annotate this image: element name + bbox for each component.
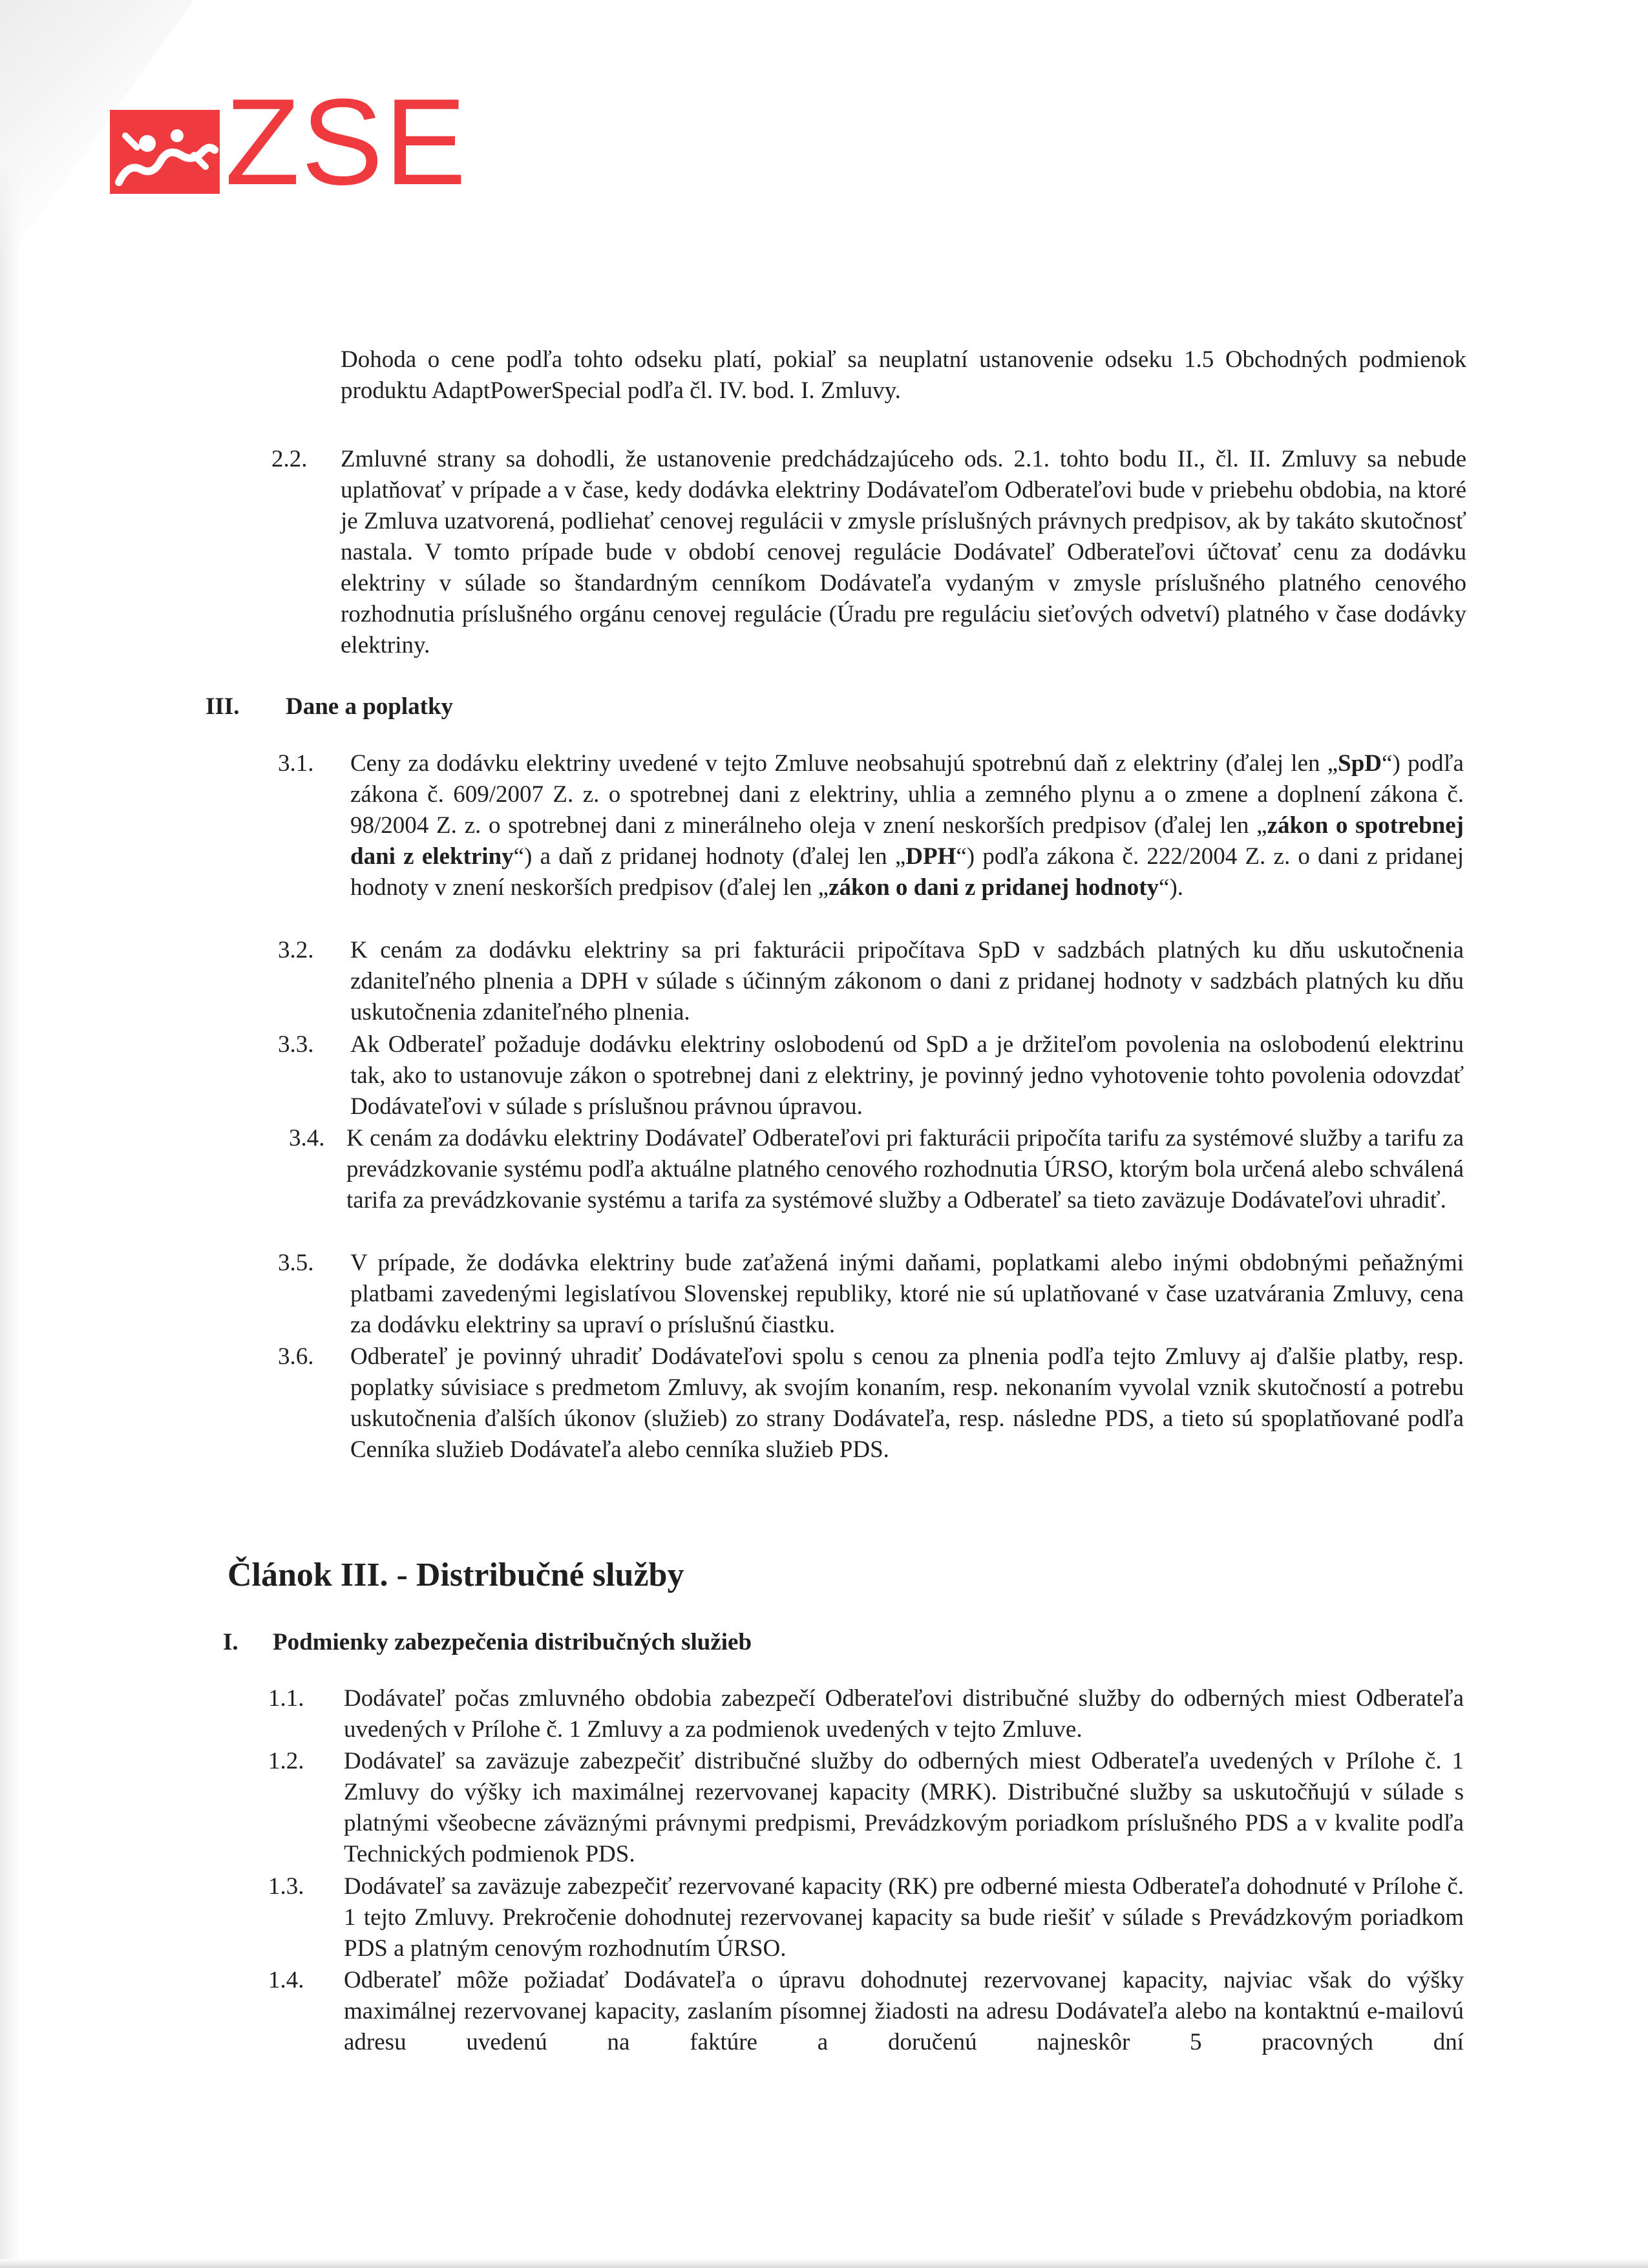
clause-number-1-1: 1.1.: [268, 1685, 304, 1712]
article-title: Článok III. - Distribučné služby: [227, 1557, 684, 1593]
logo-text: ZSE: [225, 74, 468, 211]
clause-1-4-text: Odberateľ môže požiadať Dodávateľa o úpravu dohodnutej rezervovanej kapacity, najviac však do výšky maximálnej rezervovanej kapacity, zaslaním písomnej žiadosti na adresu Dodávateľa alebo na kontaktnú e-mailovú adresu uvedenú na faktúre a doručenú najneskôr 5 pracovných dní: [344, 1967, 1464, 2055]
clause-1-1-text: Dodávateľ počas zmluvného obdobia zabezpečí Odberateľovi distribučné služby do odberných miest Odberateľa uvedených v Prílohe č. 1 Zmluvy a za podmienok uvedených v tejto Zmluve.: [344, 1685, 1464, 1743]
clause-number-1-2: 1.2.: [268, 1748, 304, 1774]
clause-3-5-text: V prípade, že dodávka elektriny bude zaťažená inými daňami, poplatkami alebo inými obdobnými peňažnými platbami zavedenými legislatívou Slovenskej republiky, ktoré nie sú uplatňované v čase uzatvárania Zmluvy, cena za dodávku elektriny sa upraví o príslušnú čiastku.: [350, 1250, 1464, 1338]
clause-number-3-3: 3.3.: [278, 1031, 314, 1058]
clause-number-3-5: 3.5.: [278, 1250, 314, 1276]
clause-number-3-1: 3.1.: [278, 750, 314, 777]
clause-3-6-text: Odberateľ je povinný uhradiť Dodávateľovi spolu s cenou za plnenia podľa tejto Zmluvy aj ďalšie platby, resp. poplatky súvisiace s predmetom Zmluvy, ak svojím konaním, resp. nekonaním vyvolal vznik skutočností a potrebu uskutočnenia ďalších úkonov (služieb) zo strany Dodávateľa, resp. následne PDS, a tieto sú spoplatňované podľa Cenníka služieb Dodávateľa alebo cenníka služieb PDS.: [350, 1343, 1464, 1463]
section-iii-title: Dane a poplatky: [286, 693, 454, 720]
section-iii-number: III.: [206, 693, 240, 720]
clause-3-2-text: K cenám za dodávku elektriny sa pri fakturácii pripočítava SpD v sadzbách platných ku dňu uskutočnenia zdaniteľného plnenia a DPH v súlade s účinným zákonom o dani z pridanej hodnoty v sadzbách platných ku dňu uskutočnenia zdaniteľného plnenia.: [350, 937, 1464, 1025]
clause-3-1-text: Ceny za dodávku elektriny uvedené v tejto Zmluve neobsahujú spotrebnú daň z elektriny (ďalej len „SpD“) podľa zákona č. 609/2007 Z. z. o spotrebnej dani z elektriny, uhlia a zemného plynu a o zmene a doplnení zákona č. 98/2004 Z. z. o spotrebnej dani z minerálneho oleja v znení neskorších predpisov (ďalej len „zákon o spotrebnej dani z elektriny“) a daň z pridanej hodnoty (ďalej len „DPH“) podľa zákona č. 222/2004 Z. z. o dani z pridanej hodnoty v znení neskorších predpisov (ďalej len „zákon o dani z pridanej hodnoty“).: [350, 750, 1464, 901]
clause-number-1-3: 1.3.: [268, 1873, 304, 1900]
clause-3-3-text: Ak Odberateľ požaduje dodávku elektriny oslobodenú od SpD a je držiteľom povolenia na oslobodenú elektrinu tak, ako to ustanovuje zákon o spotrebnej dani z elektriny, je povinný jedno vyhotovenie tohto povolenia odovzdať Dodávateľovi v súlade s príslušnou právnou úpravou.: [350, 1031, 1464, 1120]
clause-3-4-text: K cenám za dodávku elektriny Dodávateľ Odberateľovi pri fakturácii pripočíta tarifu za systémové služby a tarifu za prevádzkovanie systému podľa aktuálne platného cenového rozhodnutia ÚRSO, ktorým bola určená alebo schválená tarifa za prevádzkovanie systému a tarifa za systémové služby a Odberateľ sa tieto zaväzuje Dodávateľovi uhradiť.: [346, 1125, 1464, 1213]
clause-1-3-text: Dodávateľ sa zaväzuje zabezpečiť rezervované kapacity (RK) pre odberné miesta Odberateľa dohodnuté v Prílohe č. 1 tejto Zmluvy. Prekročenie dohodnutej rezervovanej kapacity sa bude riešiť v súlade s Prevádzkovým poriadkom PDS a platným cenovým rozhodnutím ÚRSO.: [344, 1873, 1464, 1962]
clause-number-3-6: 3.6.: [278, 1343, 314, 1370]
section-i-number: I.: [223, 1629, 238, 1655]
clause-number-3-2: 3.2.: [278, 937, 314, 963]
clause-1-2-text: Dodávateľ sa zaväzuje zabezpečiť distribučné služby do odberných miest Odberateľa uvedených v Prílohe č. 1 Zmluvy do výšky ich maximálnej rezervovanej kapacity (MRK). Distribučné služby sa uskutočňujú v súlade s platnými všeobecne záväznými právnymi predpismi, Prevádzkovým poriadkom príslušného PDS a v kvalite podľa Technických podmienok PDS.: [344, 1748, 1464, 1867]
clause-number-3-4: 3.4.: [289, 1125, 325, 1151]
section-i-title: Podmienky zabezpečenia distribučných služieb: [273, 1629, 752, 1655]
intro-paragraph: Dohoda o cene podľa tohto odseku platí, pokiaľ sa neuplatní ustanovenie odseku 1.5 Obchodných podmienok produktu AdaptPowerSpecial podľa čl. IV. bod. I. Zmluvy.: [341, 346, 1466, 404]
clause-number-1-4: 1.4.: [268, 1967, 304, 1993]
clause-2-2-text: Zmluvné strany sa dohodli, že ustanovenie predchádzajúceho ods. 2.1. tohto bodu II., čl. II. Zmluvy sa nebude uplatňovať v prípade a v čase, kedy dodávka elektriny Dodávateľom Odberateľovi bude v priebehu obdobia, na ktoré je Zmluva uzatvorená, podliehať cenovej regulácii v zmysle príslušných právnych predpisov, ak by takáto skutočnosť nastala. V tomto prípade bude v období cenovej regulácie Dodávateľ Odberateľovi účtovať cenu za dodávku elektriny v súlade so štandardným cenníkom Dodávateľa vydaným v zmysle príslušného platného cenového rozhodnutia príslušného orgánu cenovej regulácie (Úradu pre reguláciu sieťových odvetví) platného v čase dodávky elektriny.: [341, 446, 1466, 658]
clause-number-2-2: 2.2.: [271, 446, 308, 472]
